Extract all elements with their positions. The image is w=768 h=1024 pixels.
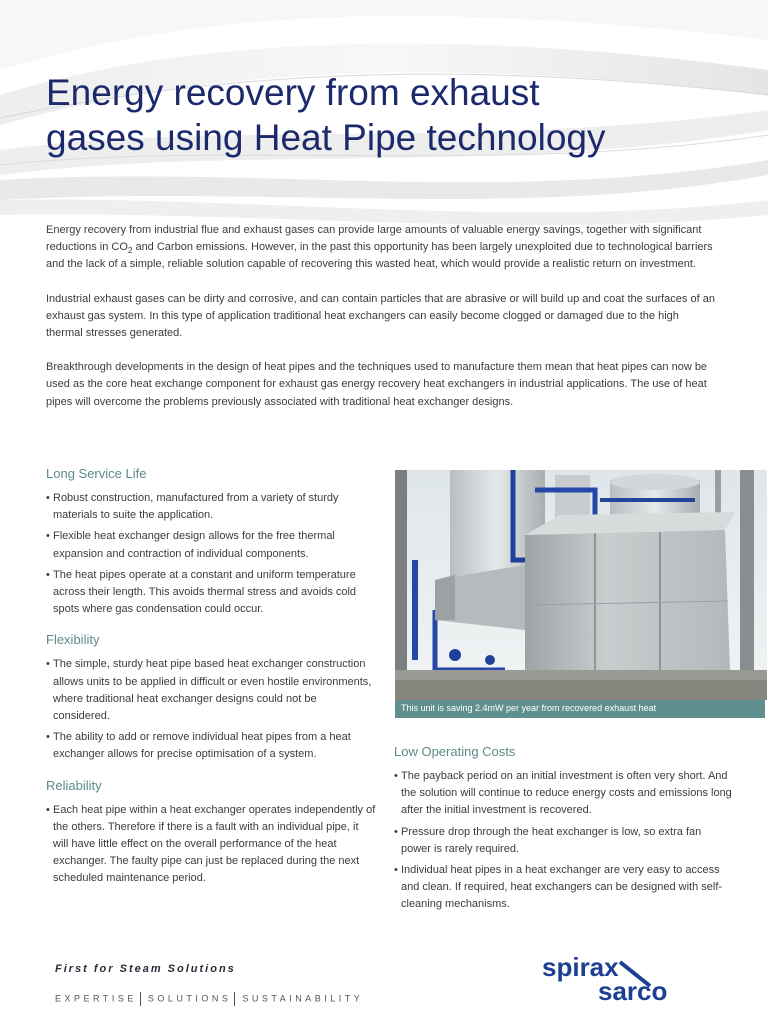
bullet-icon: •: [46, 530, 50, 543]
pillar-expertise: EXPERTISE: [55, 993, 137, 1004]
section-heading-reliability: Reliability: [46, 777, 102, 793]
title-line-1: Energy recovery from exhaust: [46, 72, 540, 113]
list-item: • The heat pipes operate at a constant and uniform temperature across their length. This avoids thermal stress and avoids cold spots where gas condensation could occur.: [46, 568, 357, 616]
section-heading-low-operating-costs: Low Operating Costs: [394, 744, 516, 759]
bullet-icon: •: [46, 731, 50, 744]
heat-exchanger-photo: [395, 470, 767, 700]
section-heading-flexibility: Flexibility: [46, 632, 100, 648]
logo-text-top: spirax: [542, 954, 619, 982]
list-item: • Robust construction, manufactured from a variety of sturdy materials to suite the application.: [46, 492, 339, 522]
intro-paragraph-1: Energy recovery from industrial flue and exhaust gases can provide large amounts of valuable energy savings, together with significant reductions in $CO_2$ and Carbon emissions. However, in the past this opportunity has been largely unexploited due to technological barriers and the lack of a simple, reliable solution capable of recovering this wasted heat, which would provide a realistic return on investment.: [46, 224, 713, 271]
list-long-service-life: [46, 490, 376, 618]
list-low-operating-costs: [394, 768, 734, 914]
bullet-icon: •: [394, 770, 398, 782]
list-item: • The payback period on an initial investment is often very short. And the solution will continue to reduce energy costs and emissions long after the initial investment is recovered.: [394, 770, 732, 817]
intro-paragraph-2: Industrial exhaust gases can be dirty and corrosive, and can contain particles that are abrasive or will build up and coat the surfaces of an exhaust gas system. In this type of application traditional heat exchangers can easily become clogged or damaged due to the high thermal stresses generated.: [46, 292, 715, 340]
intro-paragraph-3: Breakthrough developments in the design of heat pipes and the techniques used to manufacture them mean that heat pipes can now be used as the core heat exchange component for exhaust gas energy recovery heat exchangers in industrial applications. The use of heat pipes will overcome the problems previously associated with traditional heat exchanger designs.: [46, 361, 708, 408]
bullet-icon: •: [46, 492, 50, 504]
pillar-sustainability: SUSTAINABILITY: [242, 993, 364, 1004]
co2-subscript: 2: [127, 246, 133, 256]
left-column: [46, 464, 376, 900]
bullet-icon: •: [394, 864, 398, 877]
bullet-icon: •: [46, 803, 50, 816]
bullet-icon: •: [46, 568, 50, 581]
pillar-solutions: SOLUTIONS: [147, 993, 232, 1004]
list-reliability: [46, 802, 376, 888]
page-title: [46, 70, 746, 160]
footer-tagline: First for Steam Solutions: [55, 963, 236, 975]
photo-caption: This unit is saving 2.4mW per year from recovered exhaust heat: [395, 700, 765, 718]
list-flexibility: [46, 656, 376, 763]
list-item: • Pressure drop through the heat exchanger is low, so extra fan power is rarely required.: [394, 825, 702, 855]
title-line-2: gases using Heat Pipe technology: [46, 117, 606, 158]
intro-text: [46, 222, 716, 428]
pillar-divider: [140, 992, 141, 1006]
logo-text-bottom: sarco: [598, 976, 668, 1004]
pillar-divider: [234, 992, 235, 1006]
list-item: • Individual heat pipes in a heat exchanger are very easy to access and clean. If required, heat exchangers can be designed with self-cleaning mechanisms.: [394, 864, 723, 911]
bullet-icon: •: [46, 658, 50, 671]
spirax-sarco-logo: [540, 954, 740, 1004]
list-item: • The ability to add or remove individual heat pipes from a heat exchanger allows for precise optimisation of a system.: [46, 731, 351, 761]
list-item: • The simple, sturdy heat pipe based heat exchanger construction allows units to be applied in difficult or even hostile environments, where traditional heat exchanger designs could not be considered.: [46, 658, 372, 723]
list-item: • Flexible heat exchanger design allows for the free thermal expansion and contraction of individual components.: [46, 530, 335, 560]
footer-pillars: [55, 992, 363, 1006]
list-item: • Each heat pipe within a heat exchanger operates independently of the others. Therefore if there is a fault with an individual pipe, it will have little effect on the overall performance of the heat exchanger. The faulty pipe can just be replaced during the next scheduled maintenance period.: [46, 803, 376, 885]
right-column: [394, 742, 734, 926]
bullet-icon: •: [394, 825, 398, 838]
section-heading-long-service-life: Long Service Life: [46, 466, 147, 481]
